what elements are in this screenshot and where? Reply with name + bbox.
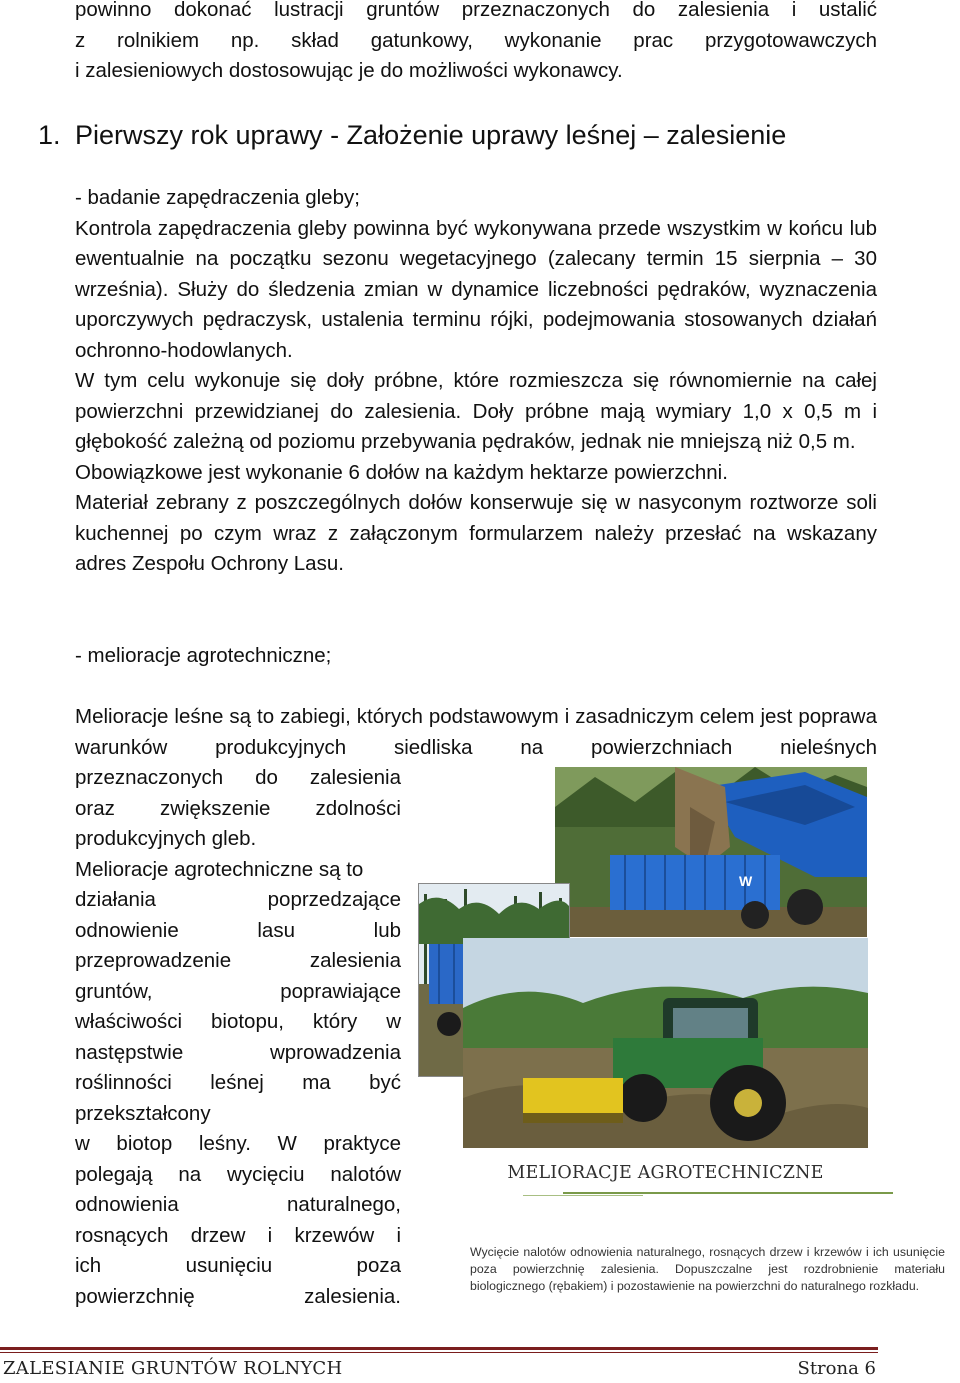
narrow-line: przeprowadzenie zalesienia xyxy=(75,949,401,972)
narrow-line: następstwie wprowadzenia xyxy=(75,1040,401,1064)
photo-truck-unloading-art xyxy=(555,767,867,937)
melioracje-label: - melioracje agrotechniczne; xyxy=(75,644,332,667)
narrow-line: odnowienie lasu lub xyxy=(75,918,401,942)
photo-tractor-mulcher xyxy=(463,938,868,1148)
narrow-line: roślinności leśnej ma być xyxy=(75,1071,401,1094)
footer-rule xyxy=(0,1347,878,1350)
melioracje-intro xyxy=(75,702,877,763)
narrow-line: polegają na wycięciu nalotów xyxy=(75,1162,401,1186)
narrow-line: gruntów, poprawiające xyxy=(75,979,401,1003)
narrow-line: właściwości biotopu, który w xyxy=(75,1010,401,1033)
badanie-label: - badanie zapędraczenia gleby; xyxy=(75,186,360,209)
footer-document-title: ZALESIANIE GRUNTÓW ROLNYCH xyxy=(3,1358,343,1379)
intro-line: z rolnikiem np. skład gatunkowy, wykonanie prac przygotowawczych xyxy=(75,28,877,52)
narrow-line: produkcyjnych gleb. xyxy=(75,827,257,850)
footer-rule-thin xyxy=(0,1352,878,1353)
narrow-line: działania poprzedzające xyxy=(75,888,401,911)
section-number: 1. xyxy=(38,120,61,150)
narrow-line: oraz zwiększenie zdolności xyxy=(75,796,401,820)
narrow-line: ich usunięciu poza xyxy=(75,1254,401,1277)
narrow-line: przekształcony xyxy=(75,1101,211,1125)
badanie-paragraph: Obowiązkowe jest wykonanie 6 dołów na każdym hektarze powierzchni. xyxy=(75,460,728,484)
narrow-line: w biotop leśny. W praktyce xyxy=(75,1132,401,1155)
figure-title: MELIORACJE AGROTECHNICZNE xyxy=(507,1163,824,1183)
section-heading xyxy=(38,117,888,153)
badanie-paragraph: Materiał zebrany z poszczególnych dołów konserwuje się w nasyconym roztworze soli kuchennej po czym wraz z załączonym formularzem należy przesłać na wskazany adres Zespołu Ochrony Lasu. xyxy=(75,491,877,575)
melioracje-label-block xyxy=(75,641,877,672)
melioracje-narrow-column xyxy=(75,763,401,1312)
narrow-line: powierzchnię zalesienia. xyxy=(75,1284,401,1308)
narrow-line: odnowienia naturalnego, xyxy=(75,1193,401,1216)
intro-line: i zalesieniowych dostosowując je do możliwości wykonawcy. xyxy=(75,59,623,82)
figure-caption: Wycięcie nalotów odnowienia naturalnego, rosnących drzew i krzewów i ich usunięcie poza powierzchnię zalesienia. Dopuszczalne jest rozdrobnienie materiału biologicznego (rębakiem) i pozostawienie na powierzchni do naturalnego rozkładu. xyxy=(470,1245,945,1293)
section-title: Pierwszy rok uprawy - Założenie uprawy leśnej – zalesienie xyxy=(75,120,787,150)
intro-paragraph xyxy=(75,0,877,87)
truck-letter: W xyxy=(739,873,753,889)
narrow-line: przeznaczonych do zalesienia xyxy=(75,766,401,789)
narrow-line: rosnących drzew i krzewów i xyxy=(75,1223,401,1247)
badanie-block xyxy=(75,183,877,580)
narrow-line: Melioracje agrotechniczne są to xyxy=(75,857,364,881)
photo-tractor-mulcher-art xyxy=(463,938,868,1148)
melioracje-figure xyxy=(418,767,945,1322)
footer-page-number: Strona 6 xyxy=(797,1358,876,1379)
badanie-paragraph: Kontrola zapędraczenia gleby powinna być wykonywana przede wszystkim w końcu lub ewentualnie na początku sezonu wegetacyjnego (zalecany termin 15 sierpnia – 30 września). Służy do śledzenia zmian w dynamice liczebności pędraków, wyznaczenia uporczywych pędraczysk, ustalenia terminu rójki, podejmowania stosowanych działań ochronno-hodowlanych. xyxy=(75,216,877,362)
intro-line: powinno dokonać lustracji gruntów przeznaczonych do zalesienia i ustalić xyxy=(75,0,877,21)
badanie-paragraph: W tym celu wykonuje się doły próbne, które rozmieszcza się równomiernie na całej powierzchni przewidzianej do zalesienia. Doły próbne mają wymiary 1,0 x 0,5 m i głębokość zależną od poziomu przebywania pędraków, jednak nie mniejszą niż 0,5 m. xyxy=(75,369,877,453)
melioracje-paragraph: Melioracje leśne są to zabiegi, których podstawowym i zasadniczym celem jest poprawa warunków produkcyjnych siedliska na powierzchniach nieleśnych xyxy=(75,705,877,759)
photo-truck-unloading xyxy=(555,767,867,937)
figure-title-underline xyxy=(563,1192,893,1194)
figure-caption-box xyxy=(463,1148,868,1322)
figure-title-underline-accent xyxy=(523,1195,643,1196)
